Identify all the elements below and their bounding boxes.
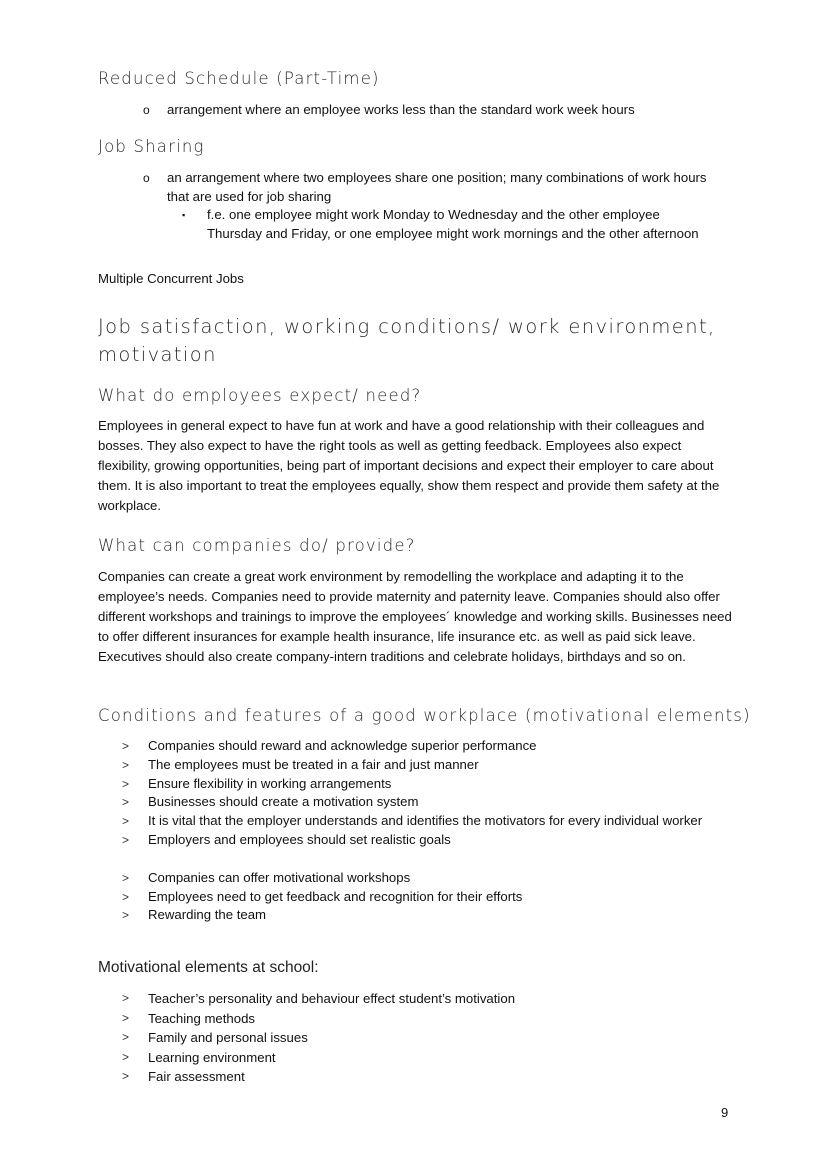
- page-number: 9: [721, 1105, 729, 1120]
- list-item: > The employees must be treated in a fair and just manner: [122, 756, 722, 775]
- list-item: > Businesses should create a motivation system: [122, 793, 722, 812]
- list-item: > Fair assessment: [122, 1067, 722, 1087]
- sub-bullet-text: f.e. one employee might work Monday to Wednesday and the other employee Thursday and Friday, or one employee might work mornings and the other afternoon: [207, 207, 699, 241]
- school-list: [122, 989, 722, 1087]
- arrow-bullet-icon: >: [122, 1049, 130, 1064]
- main-heading: Job satisfaction, working conditions/ work environment, motivation: [98, 315, 716, 366]
- list-item: > Employers and employees should set realistic goals: [122, 831, 722, 850]
- bullet-reduced-schedule: [143, 101, 723, 120]
- list-item: > It is vital that the employer understands and identifies the motivators for every individual worker: [122, 812, 722, 831]
- paragraph-expect: Employees in general expect to have fun at work and have a good relationship with their colleagues and bosses. They also expect to have the right tools as well as getting feedback. Employees also expect flexibility, growing opportunities, being part of important decisions and expect their employer to care about them. It is also important to treat the employees equally, show them respect and provide them safety at the workplace.: [98, 418, 720, 513]
- heading-job-sharing: Job Sharing: [98, 137, 205, 156]
- list-item: > Learning environment: [122, 1048, 722, 1068]
- list-item: > Companies should reward and acknowledge superior performance: [122, 737, 722, 756]
- arrow-bullet-icon: >: [122, 908, 130, 923]
- bullet-text: arrangement where an employee works less than the standard work week hours: [167, 102, 635, 117]
- arrow-bullet-icon: >: [122, 776, 130, 791]
- list-spacer: [122, 850, 722, 869]
- conditions-list: [122, 737, 722, 925]
- arrow-bullet-icon: >: [122, 1069, 130, 1084]
- sub-bullet-job-sharing: [182, 206, 712, 243]
- circle-bullet-icon: o: [143, 103, 150, 117]
- heading-school: Motivational elements at school:: [98, 959, 319, 976]
- arrow-bullet-icon: >: [122, 1010, 130, 1025]
- list-item: > Companies can offer motivational workshops: [122, 869, 722, 888]
- circle-bullet-icon: o: [143, 171, 150, 185]
- list-item: > Rewarding the team: [122, 906, 722, 925]
- list-item: > Employees need to get feedback and recognition for their efforts: [122, 888, 722, 907]
- arrow-bullet-icon: >: [122, 739, 130, 753]
- arrow-bullet-icon: >: [122, 814, 130, 829]
- bullet-job-sharing: [143, 169, 723, 206]
- heading-expect: What do employees expect/ need?: [98, 386, 422, 405]
- arrow-bullet-icon: >: [122, 795, 130, 810]
- heading-provide: What can companies do/ provide?: [98, 536, 416, 555]
- arrow-bullet-icon: >: [122, 870, 130, 885]
- heading-reduced-schedule: Reduced Schedule (Part-Time): [98, 69, 380, 88]
- list-item: > Ensure flexibility in working arrangements: [122, 775, 722, 794]
- arrow-bullet-icon: >: [122, 832, 130, 847]
- list-item: > Teacher’s personality and behaviour effect student’s motivation: [122, 989, 722, 1009]
- multiple-concurrent-jobs: Multiple Concurrent Jobs: [98, 271, 244, 286]
- arrow-bullet-icon: >: [122, 991, 130, 1005]
- list-item: > Family and personal issues: [122, 1028, 722, 1048]
- arrow-bullet-icon: >: [122, 757, 130, 772]
- square-bullet-icon: ▪: [182, 210, 186, 220]
- paragraph-provide: Companies can create a great work environment by remodelling the workplace and adapting it to the employee’s needs. Companies need to provide maternity and paternity leave. Companies should also offer different workshops and trainings to improve the employees´ knowledge and working skills. Businesses need to offer different insurances for example health insurance, life insurance etc. as well as paid sick leave. Executives should also create company-intern traditions and celebrate holidays, birthdays and so on.: [98, 569, 732, 664]
- heading-conditions: Conditions and features of a good workplace (motivational elements): [98, 706, 751, 725]
- arrow-bullet-icon: >: [122, 1030, 130, 1045]
- bullet-text: an arrangement where two employees share one position; many combinations of work hours that are used for job sharing: [167, 170, 707, 204]
- list-item: > Teaching methods: [122, 1009, 722, 1029]
- arrow-bullet-icon: >: [122, 889, 130, 904]
